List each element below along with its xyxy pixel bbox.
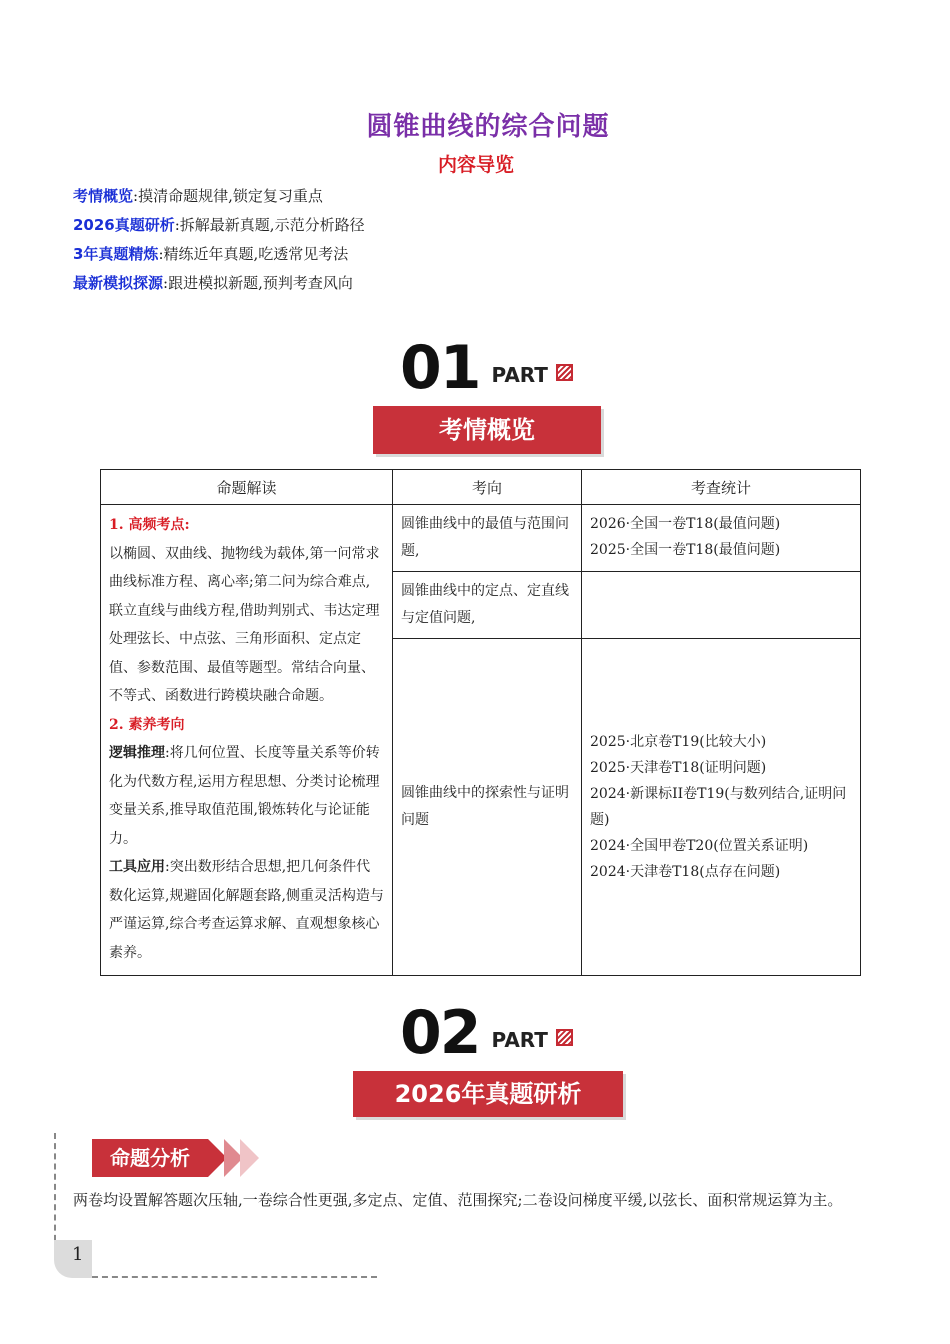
chevron-right-icon <box>240 1139 259 1177</box>
bold-term: 逻辑推理 <box>109 745 165 761</box>
interpretation-text <box>109 739 384 853</box>
exam-overview-table <box>100 469 861 976</box>
section-banner-overview: 考情概览 <box>373 406 601 454</box>
stats-item: 2024·全国甲卷T20(位置关系证明) <box>590 838 809 854</box>
guide-value: :拆解最新真题,示范分析路径 <box>174 216 365 234</box>
guide-value: :精练近年真题,吃透常见考法 <box>158 245 349 263</box>
interpretation-cell <box>101 505 393 976</box>
guide-item <box>73 185 365 214</box>
guide-key: 考情概览 <box>73 187 134 205</box>
stats-item: 2025·全国一卷T18(最值问题) <box>590 542 781 558</box>
table-header: 考向 <box>393 470 582 505</box>
guide-value: :跟进模拟新题,预判考查风向 <box>163 274 353 292</box>
stats-cell <box>582 505 861 572</box>
table-header: 命题解读 <box>101 470 393 505</box>
analysis-text: 两卷均设置解答题次压轴,一卷综合性更强,多定点、定值、范围探究;二卷设问梯度平缓,以弦长、面积常规运算为主。 <box>73 1191 843 1209</box>
page-title: 圆锥曲线的综合问题 <box>366 112 610 142</box>
part-01-heading <box>400 333 573 403</box>
guide-key: 最新模拟探源 <box>73 274 164 292</box>
part-label: PART <box>491 1028 548 1052</box>
guide-key: 3年真题精炼 <box>73 245 159 263</box>
direction-cell: 圆锥曲线中的探索性与证明问题 <box>393 639 582 976</box>
dashed-footer-line <box>92 1276 377 1278</box>
stats-item: 2026·全国一卷T18(最值问题) <box>590 516 781 532</box>
hatch-icon <box>556 1029 573 1046</box>
stats-item: 2025·北京卷T19(比较大小) <box>590 734 767 750</box>
guide-item <box>73 243 365 272</box>
stats-item: 2024·天津卷T18(点存在问题) <box>590 864 781 880</box>
guide-item <box>73 272 365 301</box>
part-number: 01 <box>400 333 480 403</box>
hatch-icon <box>556 364 573 381</box>
section-banner-research: 2026年真题研析 <box>353 1071 623 1117</box>
content-guide <box>73 185 365 301</box>
part-number: 02 <box>400 998 480 1068</box>
page-number: 1 <box>72 1244 84 1265</box>
table-row <box>101 505 861 572</box>
interpretation-heading: 1. 高频考点: <box>109 517 190 533</box>
guide-item <box>73 214 365 243</box>
guide-value: :摸清命题规律,锁定复习重点 <box>133 187 323 205</box>
interpretation-heading: 2. 素养考向 <box>109 716 185 733</box>
table-header: 考查统计 <box>582 470 861 505</box>
term-text: :将几何位置、长度等量关系等价转化为代数方程,运用方程思想、分类讨论梳理变量关系,推导取值范围,锻炼转化与论证能力。 <box>109 745 380 847</box>
stats-item: 2024·新课标II卷T19(与数列结合,证明问题) <box>590 786 847 828</box>
stats-cell <box>582 639 861 976</box>
direction-cell: 圆锥曲线中的最值与范围问题, <box>393 505 582 572</box>
direction-cell: 圆锥曲线中的定点、定直线与定值问题, <box>393 572 582 639</box>
dashed-divider <box>54 1133 56 1251</box>
term-text: :突出数形结合思想,把几何条件代数化运算,规避固化解题套路,侧重灵活构造与严谨运算,综合考查运算求解、直观想象核心素养。 <box>109 859 384 961</box>
table-header-row <box>101 470 861 505</box>
stats-item: 2025·天津卷T18(证明问题) <box>590 760 767 776</box>
guide-key: 2026真题研析 <box>73 216 175 234</box>
analysis-tag: 命题分析 <box>92 1139 208 1177</box>
interpretation-text <box>109 853 384 967</box>
interpretation-text: 以椭圆、双曲线、抛物线为载体,第一问常求曲线标准方程、离心率;第二问为综合难点,联立直线与曲线方程,借助判别式、韦达定理处理弦长、中点弦、三角形面积、定点定值、参数范围、最值等题型。常结合向量、不等式、函数进行跨模块融合命题。 <box>109 545 380 704</box>
part-label: PART <box>491 363 548 387</box>
bold-term: 工具应用 <box>109 859 165 875</box>
stats-cell <box>582 572 861 639</box>
part-02-heading <box>400 998 573 1068</box>
page-subtitle: 内容导览 <box>437 154 514 176</box>
